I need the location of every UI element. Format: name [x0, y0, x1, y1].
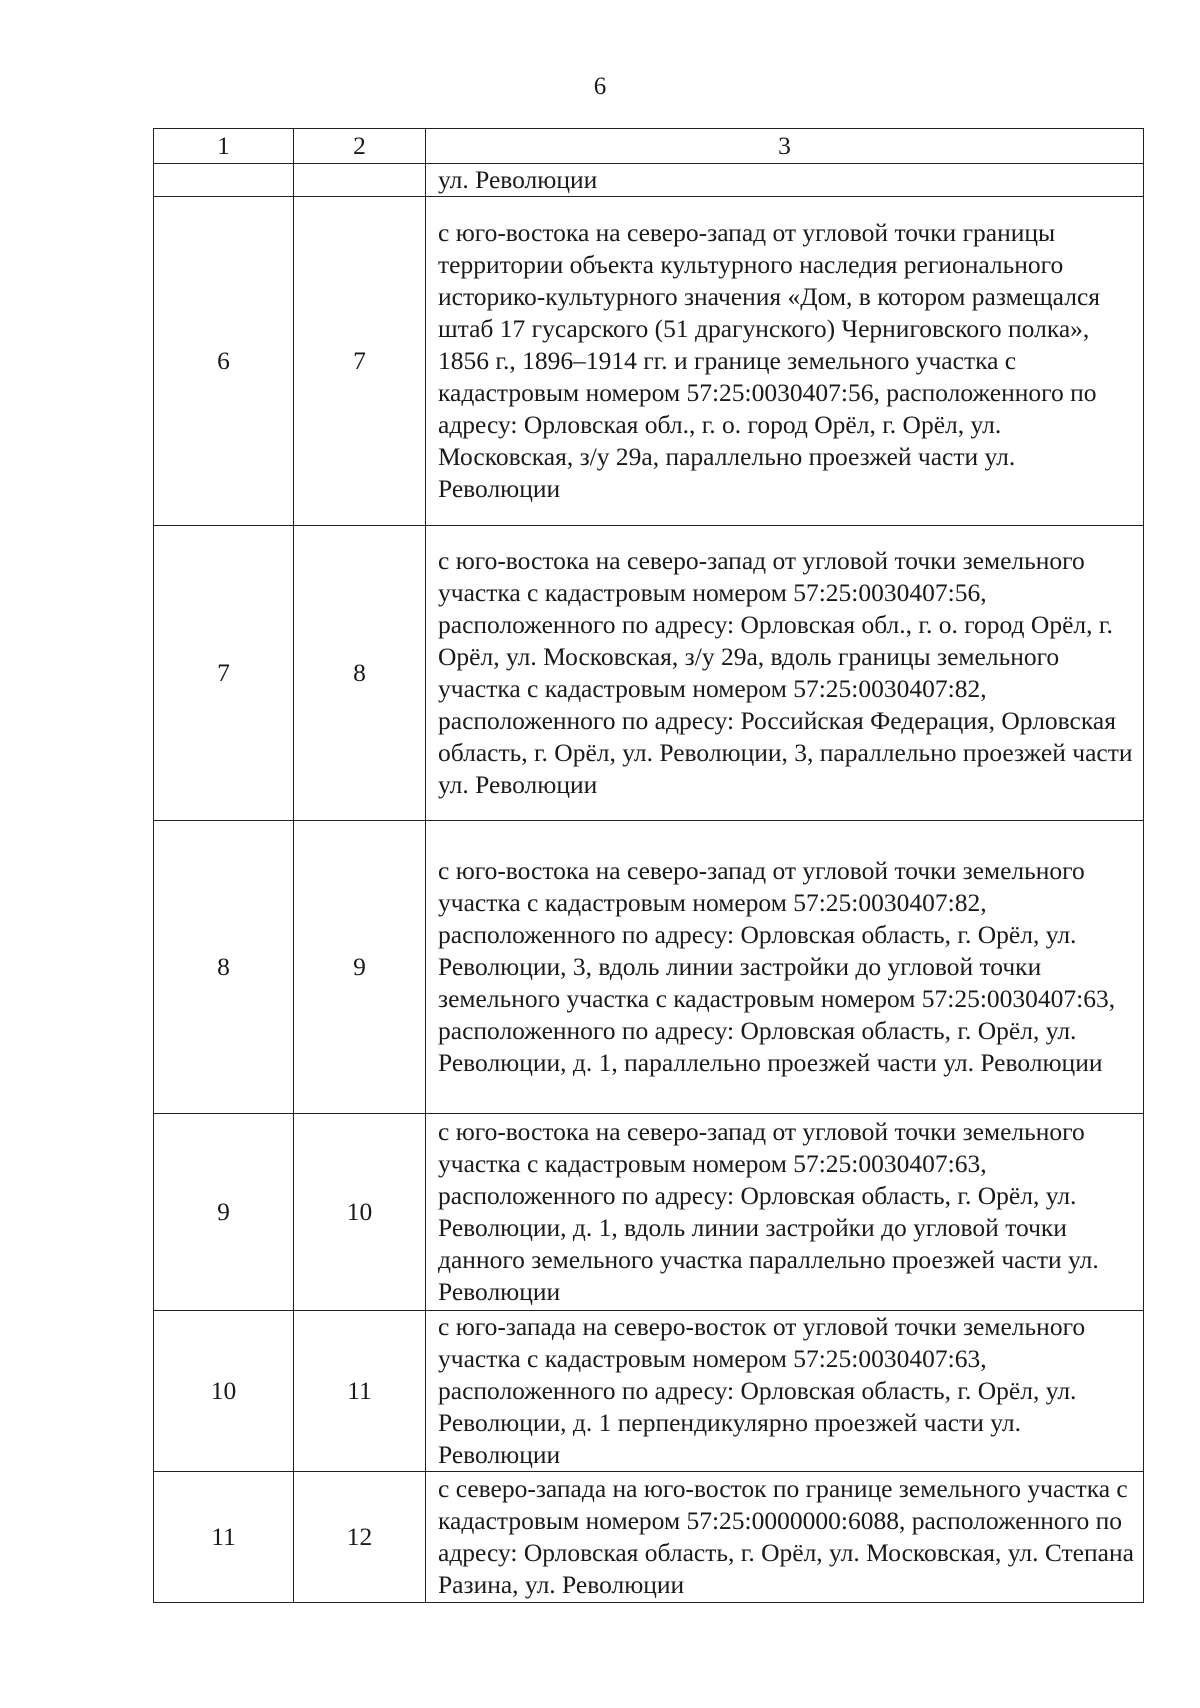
table-header-row — [154, 129, 1144, 164]
cell-to-point: 11 — [294, 1311, 426, 1472]
table-row — [154, 821, 1144, 1114]
cell-from-point: 9 — [154, 1114, 294, 1311]
boundary-table — [153, 128, 1144, 1603]
cell-to-point — [294, 164, 426, 197]
cell-description: с северо-запада на юго-восток по границе земельного участка с кадастровым номером 57:25:0000000:6088, расположенного по адресу: Орловская область, г. Орёл, ул. Московская, ул. Степана Разина, ул. Революции — [426, 1472, 1144, 1603]
cell-from-point: 8 — [154, 821, 294, 1114]
cell-to-point: 10 — [294, 1114, 426, 1311]
cell-description: с юго-востока на северо-запад от угловой точки земельного участка с кадастровым номером 57:25:0030407:56, расположенного по адресу: Орловская обл., г. о. город Орёл, г. Орёл, ул. Московская, з/у 29а, вдоль границы земельного участка с кадастровым номером 57:25:0030407:82, расположенного по адресу: Российская Федерация, Орловская область, г. Орёл, ул. Революции, 3, параллельно проезжей части ул. Революции — [426, 526, 1144, 821]
cell-description: с юго-запада на северо-восток от угловой точки земельного участка с кадастровым номером 57:25:0030407:63, расположенного по адресу: Орловская область, г. Орёл, ул. Революции, д. 1 перпендикулярно проезжей части ул. Революции — [426, 1311, 1144, 1472]
cell-to-point: 8 — [294, 526, 426, 821]
table-row — [154, 526, 1144, 821]
cell-description: с юго-востока на северо-запад от угловой точки границы территории объекта культурного наследия регионального историко-культурного значения «Дом, в котором размещался штаб 17 гусарского (51 драгунского) Черниговского полка», 1856 г., 1896–1914 гг. и границе земельного участка с кадастровым номером 57:25:0030407:56, расположенного по адресу: Орловская обл., г. о. город Орёл, г. Орёл, ул. Московская, з/у 29а, параллельно проезжей части ул. Революции — [426, 197, 1144, 526]
table-row — [154, 1114, 1144, 1311]
cell-to-point: 7 — [294, 197, 426, 526]
header-cell-2: 2 — [294, 129, 426, 164]
cell-from-point: 7 — [154, 526, 294, 821]
page-number: 6 — [593, 73, 607, 100]
header-cell-3: 3 — [426, 129, 1144, 164]
cell-to-point: 12 — [294, 1472, 426, 1603]
cell-description: с юго-востока на северо-запад от угловой точки земельного участка с кадастровым номером 57:25:0030407:63, расположенного по адресу: Орловская область, г. Орёл, ул. Революции, д. 1, вдоль линии застройки до угловой точки данного земельного участка параллельно проезжей части ул. Революции — [426, 1114, 1144, 1311]
table-row — [154, 1311, 1144, 1472]
table-row-continuation — [154, 164, 1144, 197]
table-row — [154, 197, 1144, 526]
cell-to-point: 9 — [294, 821, 426, 1114]
cell-from-point — [154, 164, 294, 197]
cell-from-point: 11 — [154, 1472, 294, 1603]
cell-from-point: 10 — [154, 1311, 294, 1472]
header-cell-1: 1 — [154, 129, 294, 164]
cell-from-point: 6 — [154, 197, 294, 526]
cell-description: с юго-востока на северо-запад от угловой точки земельного участка с кадастровым номером 57:25:0030407:82, расположенного по адресу: Орловская область, г. Орёл, ул. Революции, 3, вдоль линии застройки до угловой точки земельного участка с кадастровым номером 57:25:0030407:63, расположенного по адресу: Орловская область, г. Орёл, ул. Революции, д. 1, параллельно проезжей части ул. Революции — [426, 821, 1144, 1114]
cell-description: ул. Революции — [426, 164, 1144, 197]
table-row — [154, 1472, 1144, 1603]
